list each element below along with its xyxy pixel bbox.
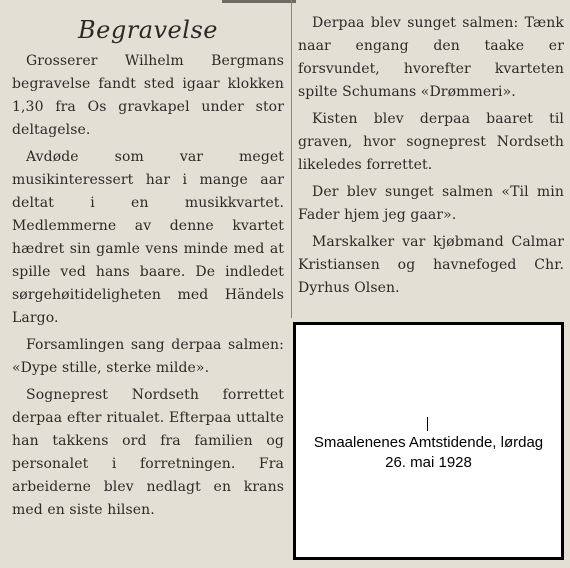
article-heading: Begravelse [78, 16, 218, 44]
text-cursor-mark [427, 417, 428, 431]
left-column [12, 10, 284, 522]
source-caption-box [293, 322, 564, 560]
column-divider [291, 0, 292, 318]
paragraph-8: Marskalker var kjøbmand Calmar Kristiansen og havnefoged Chr. Dyrhus Olsen. [298, 234, 564, 296]
paragraph-3: Forsamlingen sang derpaa salmen: «Dype stille, sterke milde». [12, 337, 284, 376]
paragraph-5: Derpaa blev sunget salmen: Tænk naar engang den taake er forsvundet, hvorefter kvarteten spilte Schumans «Drømmeri». [298, 15, 564, 100]
source-caption [296, 433, 561, 473]
caption-line-1: Smaalenenes Amtstidende, lørdag [313, 434, 544, 451]
paragraph-2: Avdøde som var meget musikinteressert har i mange aar deltat i en musikkvartet. Medlemmerne av denne kvartet hædret sin gamle vens minde med at spille ved hans baare. De indledet sørgehøitideligheten med Händels Largo. [12, 149, 284, 326]
paragraph-4: Sogneprest Nordseth forrettet derpaa efter ritualet. Efterpaa uttalte han takkens ord fra familien og personalet i forretningen. Fra arbeiderne blev nedlagt en krans med en siste hilsen. [12, 387, 284, 518]
caption-line-2: 26. mai 1928 [385, 454, 472, 471]
right-column [298, 12, 564, 300]
paragraph-7: Der blev sunget salmen «Til min Fader hjem jeg gaar». [298, 184, 564, 223]
top-rule [222, 0, 296, 3]
paragraph-1: Grosserer Wilhelm Bergmans begravelse fandt sted igaar klokken 1,30 fra Os gravkapel under stor deltagelse. [12, 53, 284, 138]
paragraph-6: Kisten blev derpaa baaret til graven, hvor sogneprest Nordseth likeledes forrettet. [298, 111, 564, 173]
